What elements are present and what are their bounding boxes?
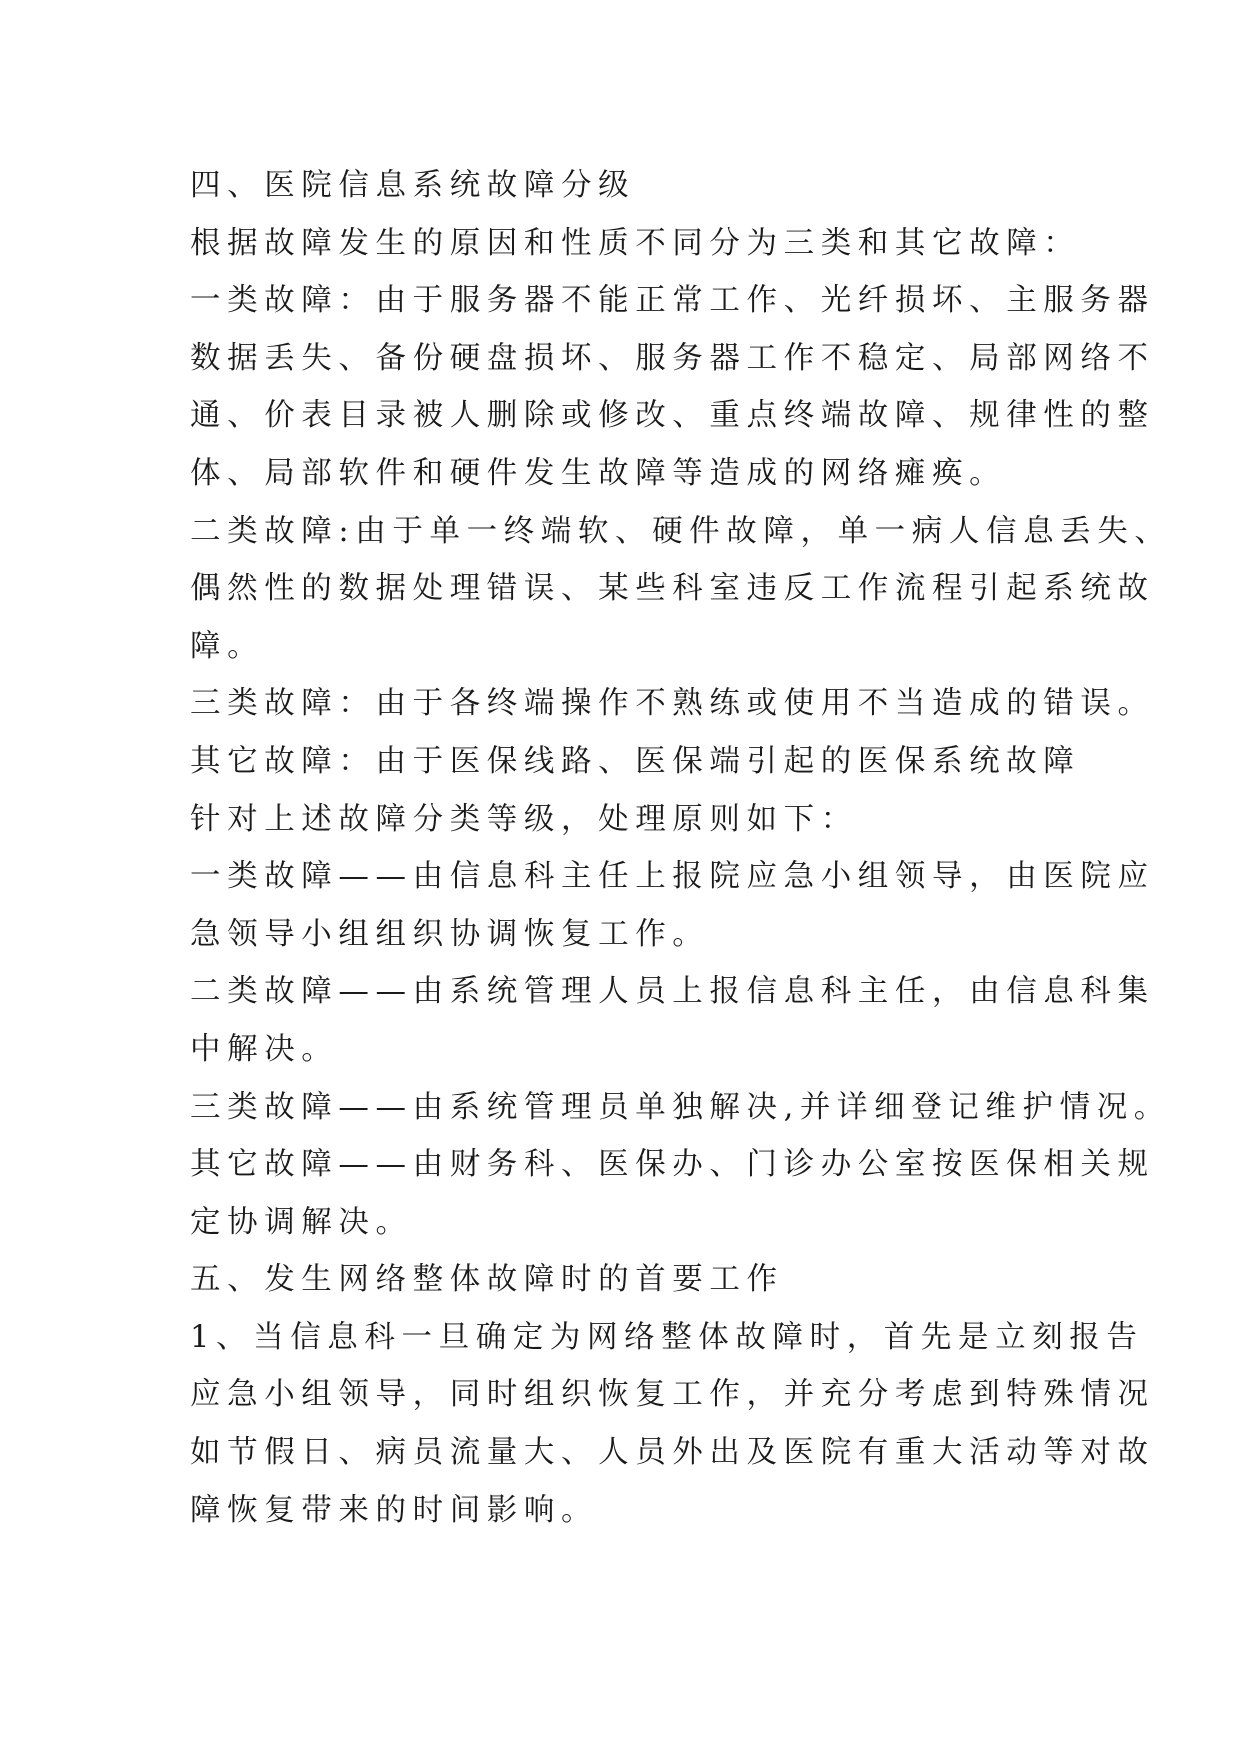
text-line: 其它故障：由于医保线路、医保端引起的医保系统故障 [190, 743, 1081, 779]
document-body [190, 157, 1172, 1539]
text-line: 二类故障:由于单一终端软、硬件故障，单一病人信息丢失、 [190, 513, 1172, 549]
text-line: 通、价表目录被人删除或修改、重点终端故障、规律性的整 [190, 398, 1155, 434]
text-line: 障。 [190, 628, 265, 664]
text-line: 一类故障：由于服务器不能正常工作、光纤损坏、主服务器 [190, 283, 1155, 319]
text-line: 一类故障——由信息科主任上报院应急小组领导，由医院应 [190, 859, 1155, 895]
text-line: 三类故障——由系统管理员单独解决,并详细登记维护情况。 [190, 1089, 1171, 1125]
text-line: 针对上述故障分类等级，处理原则如下： [190, 801, 858, 837]
text-line: 根据故障发生的原因和性质不同分为三类和其它故障： [190, 225, 1081, 261]
text-line: 三类故障：由于各终端操作不熟练或使用不当造成的错误。 [190, 686, 1155, 722]
text-line: 数据丢失、备份硬盘损坏、服务器工作不稳定、局部网络不 [190, 340, 1155, 376]
section-heading-4: 四、医院信息系统故障分级 [190, 168, 636, 203]
text-line: 急领导小组组织协调恢复工作。 [190, 916, 710, 952]
text-line: 1、当信息科一旦确定为网络整体故障时，首先是立刻报告 [190, 1319, 1144, 1355]
text-line: 其它故障——由财务科、医保办、门诊办公室按医保相关规 [190, 1147, 1155, 1183]
text-line: 应急小组领导，同时组织恢复工作，并充分考虑到特殊情况 [190, 1377, 1155, 1413]
text-line: 体、局部软件和硬件发生故障等造成的网络瘫痪。 [190, 455, 1007, 491]
section-heading-5: 五、发生网络整体故障时的首要工作 [190, 1262, 784, 1298]
text-line: 障恢复带来的时间影响。 [190, 1492, 599, 1528]
text-line: 定协调解决。 [190, 1204, 413, 1240]
text-line: 中解决。 [190, 1031, 339, 1067]
text-line: 如节假日、病员流量大、人员外出及医院有重大活动等对故 [190, 1435, 1155, 1471]
text-line: 二类故障——由系统管理人员上报信息科主任，由信息科集 [190, 974, 1155, 1010]
text-line: 偶然性的数据处理错误、某些科室违反工作流程引起系统故 [190, 571, 1155, 607]
